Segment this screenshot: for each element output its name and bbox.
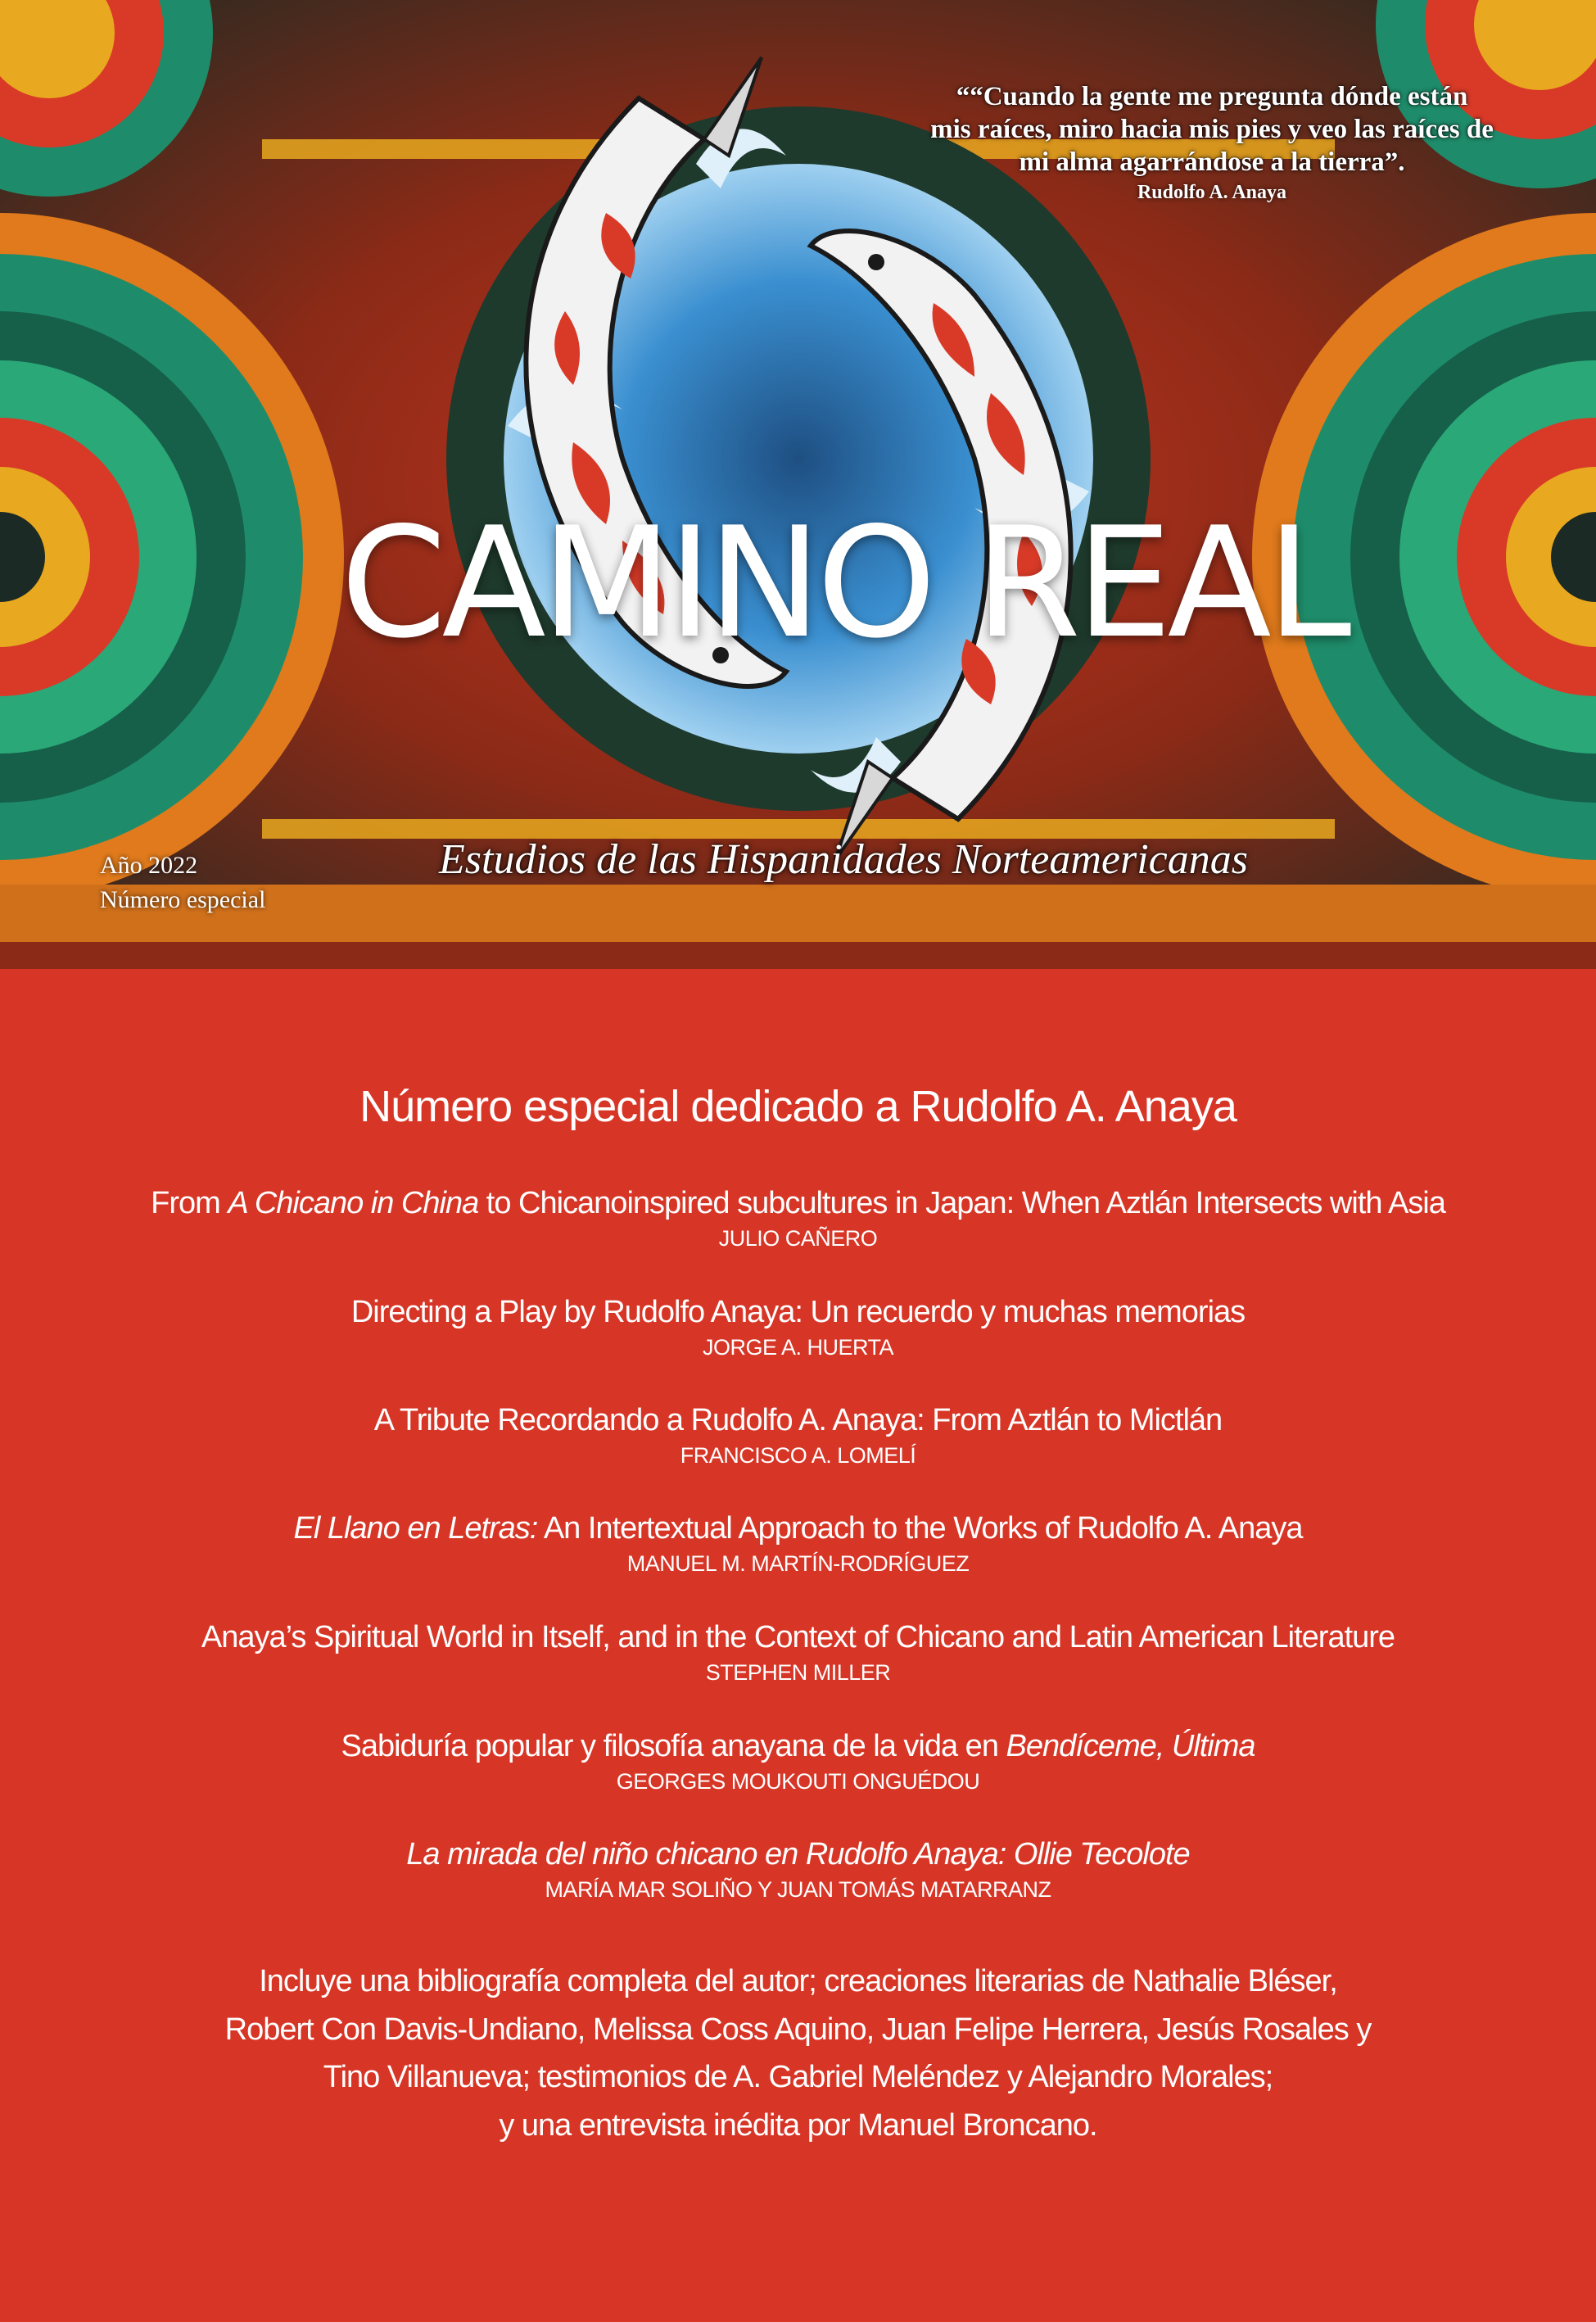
article-author: FRANCISCO A. LOMELÍ <box>680 1443 916 1468</box>
magazine-title: CAMINO REAL <box>340 494 1347 672</box>
article-title: A Tribute Recordando a Rudolfo A. Anaya: From Aztlán to Mictlán <box>373 1403 1223 1437</box>
article-title: La mirada del niño chicano en Rudolfo Anaya: Ollie Tecolote <box>406 1837 1190 1872</box>
toc-article <box>0 1837 1596 1903</box>
toc-article <box>0 1620 1596 1686</box>
closing-line: Tino Villanueva; testimonios de A. Gabriel Meléndez y Alejandro Morales; <box>323 2060 1273 2094</box>
quote-line: mis raíces, miro hacia mis pies y veo las raíces de <box>930 115 1494 144</box>
article-author: JULIO CAÑERO <box>718 1226 878 1251</box>
quote-author: Rudolfo A. Anaya <box>1137 182 1287 203</box>
issue-year: Año 2022 <box>100 852 198 879</box>
toc-article <box>0 1403 1596 1469</box>
quote-line: mi alma agarrándose a la tierra”. <box>1019 147 1405 177</box>
toc-heading: Número especial dedicado a Rudolfo A. Anaya <box>359 1082 1237 1131</box>
toc-article <box>0 1186 1596 1252</box>
article-title: Sabiduría popular y filosofía anayana de la vida en Bendíceme, Última <box>341 1729 1255 1763</box>
closing-line: Incluye una bibliografía completa del autor; creaciones literarias de Nathalie Bléser, <box>259 1964 1337 1998</box>
article-title: Directing a Play by Rudolfo Anaya: Un recuerdo y muchas memorias <box>350 1295 1246 1329</box>
toc-article <box>0 1511 1596 1577</box>
toc-article <box>0 1729 1596 1795</box>
toc-article <box>0 1295 1596 1360</box>
closing-note <box>0 1958 1596 2149</box>
quote-line: ““Cuando la gente me pregunta dónde están <box>956 82 1468 111</box>
closing-line: Robert Con Davis-Undiano, Melissa Coss Aquino, Juan Felipe Herrera, Jesús Rosales y <box>224 2012 1372 2047</box>
article-author: STEPHEN MILLER <box>705 1660 891 1685</box>
article-title: From A Chicano in China to Chicanoinspired subcultures in Japan: When Aztlán Intersects with Asia <box>151 1186 1445 1220</box>
issue-label: Número especial <box>100 886 266 913</box>
article-title: El Llano en Letras: An Intertextual Approach to the Works of Rudolfo A. Anaya <box>293 1511 1303 1546</box>
article-author: GEORGES MOUKOUTI ONGUÉDOU <box>616 1769 980 1794</box>
article-author: MANUEL M. MARTÍN-RODRÍGUEZ <box>626 1551 970 1576</box>
issue-info <box>100 849 265 917</box>
magazine-subtitle: Estudios de las Hispanidades Norteamericanas <box>439 836 1248 883</box>
article-title: Anaya’s Spiritual World in Itself, and in the Context of Chicano and Latin American Literature <box>201 1620 1395 1654</box>
cover-quote <box>917 80 1507 179</box>
article-author: JORGE A. HUERTA <box>702 1335 894 1360</box>
cover-artwork <box>0 0 1596 969</box>
closing-line: y una entrevista inédita por Manuel Broncano. <box>499 2107 1097 2143</box>
article-author: MARÍA MAR SOLIÑO Y JUAN TOMÁS MATARRANZ <box>545 1877 1051 1902</box>
